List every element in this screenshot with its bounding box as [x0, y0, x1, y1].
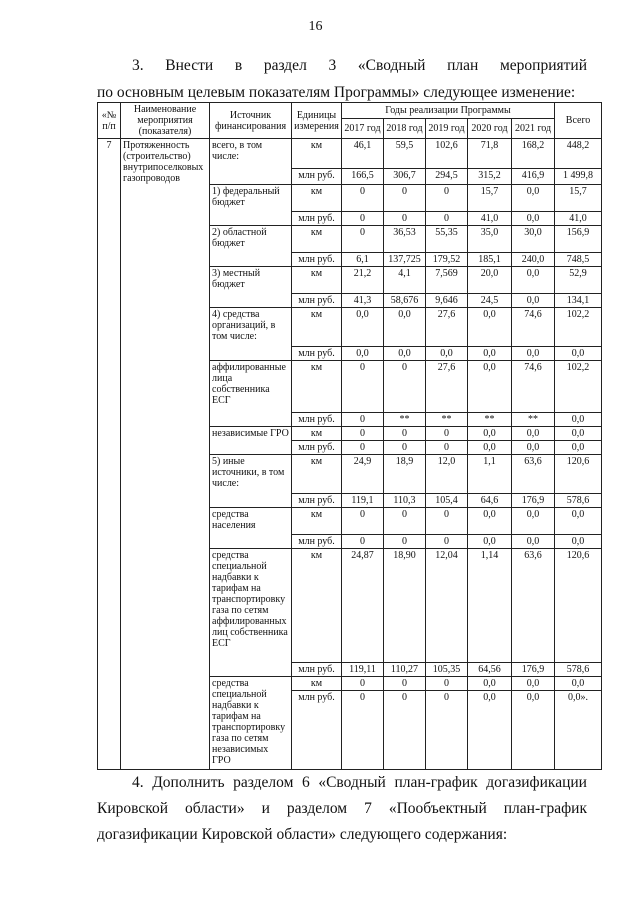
item-number: 7 [98, 139, 121, 770]
value-cell: 1,1 [468, 455, 512, 494]
value-cell: 0,0 [468, 361, 512, 413]
unit-cell: км [292, 677, 342, 691]
word: области» [185, 800, 245, 817]
value-cell: 110,3 [384, 494, 426, 508]
total-cell: 0,0 [555, 427, 602, 441]
value-cell: 315,2 [468, 169, 512, 185]
total-cell: 1 499,8 [555, 169, 602, 185]
total-cell: 15,7 [555, 185, 602, 212]
total-cell: 0,0 [555, 347, 602, 361]
unit-cell: млн руб. [292, 441, 342, 455]
total-cell: 120,6 [555, 549, 602, 663]
total-cell: 0,0». [555, 691, 602, 770]
unit-cell: млн руб. [292, 169, 342, 185]
paragraph-4-line-3: догазификации Кировской области» следующего содержания: [97, 826, 508, 843]
unit-cell: км [292, 427, 342, 441]
value-cell: 0,0 [512, 441, 555, 455]
value-cell: 12,04 [426, 549, 468, 663]
unit-cell: млн руб. [292, 663, 342, 677]
value-cell: 0,0 [512, 677, 555, 691]
word: Дополнить [152, 774, 225, 791]
source-cell: независимые ГРО [210, 427, 292, 455]
unit-cell: млн руб. [292, 494, 342, 508]
value-cell: 185,1 [468, 253, 512, 267]
header-year: 2021 год [512, 119, 555, 139]
value-cell: 0 [384, 691, 426, 770]
value-cell: 63,6 [512, 455, 555, 494]
value-cell: 416,9 [512, 169, 555, 185]
word: 4. [132, 774, 144, 791]
unit-cell: млн руб. [292, 212, 342, 226]
value-cell: 30,0 [512, 226, 555, 253]
source-cell: средства специальной надбавки к тарифам на транспортировку газа по сетям аффилированных лиц собственника ЕСГ [210, 549, 292, 677]
value-cell: 306,7 [384, 169, 426, 185]
value-cell: 0,0 [512, 185, 555, 212]
value-cell: 55,35 [426, 226, 468, 253]
total-cell: 748,5 [555, 253, 602, 267]
word: 3. [132, 57, 144, 74]
value-cell: 0,0 [512, 347, 555, 361]
page-number: 16 [308, 19, 323, 34]
value-cell: 240,0 [512, 253, 555, 267]
total-cell: 448,2 [555, 139, 602, 169]
source-cell: 4) средства организаций, в том числе: [210, 308, 292, 361]
value-cell: 12,0 [426, 455, 468, 494]
value-cell: 0 [342, 226, 384, 253]
value-cell: 0 [342, 185, 384, 212]
word: 6 [302, 774, 310, 791]
word: план-график [394, 774, 478, 791]
unit-cell: км [292, 361, 342, 413]
item-name: Протяженность (строительство) внутрипоселковых газопроводов [121, 139, 210, 770]
source-cell: 3) местный бюджет [210, 267, 292, 308]
value-cell: 9,646 [426, 294, 468, 308]
total-cell: 120,6 [555, 455, 602, 494]
value-cell: 0,0 [468, 427, 512, 441]
total-cell: 578,6 [555, 494, 602, 508]
value-cell: 0,0 [468, 535, 512, 549]
unit-cell: млн руб. [292, 691, 342, 770]
total-cell: 52,9 [555, 267, 602, 294]
header-num: «№ п/п [98, 103, 121, 139]
value-cell: 74,6 [512, 308, 555, 347]
value-cell: 7,569 [426, 267, 468, 294]
source-cell: средства специальной надбавки к тарифам на транспортировку газа по сетям независимых ГРО [210, 677, 292, 770]
value-cell: 1,14 [468, 549, 512, 663]
word: «Сводный [318, 774, 386, 791]
word: разделом [233, 774, 294, 791]
value-cell: 119,1 [342, 494, 384, 508]
header-total: Всего [555, 103, 602, 139]
value-cell: 71,8 [468, 139, 512, 169]
value-cell: 6,1 [342, 253, 384, 267]
table-row [98, 139, 602, 169]
source-cell: всего, в том числе: [210, 139, 292, 185]
header-year: 2017 год [342, 119, 384, 139]
value-cell: 105,35 [426, 663, 468, 677]
value-cell: 176,9 [512, 494, 555, 508]
plan-table [97, 102, 602, 770]
value-cell: 0,0 [512, 212, 555, 226]
word: и [261, 800, 270, 817]
header-year: 2019 год [426, 119, 468, 139]
value-cell: 0 [426, 691, 468, 770]
header-year: 2020 год [468, 119, 512, 139]
paragraph-4-line-1 [97, 770, 587, 796]
value-cell: 0 [342, 361, 384, 413]
value-cell: 41,0 [468, 212, 512, 226]
word: разделом [286, 800, 348, 817]
value-cell: 166,5 [342, 169, 384, 185]
value-cell: 58,676 [384, 294, 426, 308]
value-cell: 41,3 [342, 294, 384, 308]
header-source: Источник финансирования [210, 103, 292, 139]
value-cell: 105,4 [426, 494, 468, 508]
value-cell: 74,6 [512, 361, 555, 413]
plan-table-body [98, 139, 602, 770]
word: Кировской [97, 800, 169, 817]
source-cell: средства населения [210, 508, 292, 549]
value-cell: 0,0 [512, 535, 555, 549]
header-year: 2018 год [384, 119, 426, 139]
value-cell: 24,9 [342, 455, 384, 494]
value-cell: 0 [426, 677, 468, 691]
header-unit: Единицы измерения [292, 103, 342, 139]
value-cell: 0,0 [384, 308, 426, 347]
value-cell: 20,0 [468, 267, 512, 294]
unit-cell: км [292, 226, 342, 253]
value-cell: 176,9 [512, 663, 555, 677]
value-cell: 0 [384, 185, 426, 212]
word: 3 [328, 57, 337, 74]
value-cell: 0 [384, 677, 426, 691]
value-cell: 0,0 [468, 691, 512, 770]
value-cell: 0,0 [468, 508, 512, 535]
value-cell: 0 [384, 508, 426, 535]
value-cell: 0 [426, 508, 468, 535]
value-cell: 0,0 [468, 347, 512, 361]
word: Внести [165, 57, 214, 74]
value-cell: ** [512, 413, 555, 427]
value-cell: 27,6 [426, 308, 468, 347]
source-cell: 2) областной бюджет [210, 226, 292, 267]
paragraph-4-line-2 [97, 796, 587, 822]
value-cell: 0 [342, 508, 384, 535]
value-cell: 0,0 [512, 691, 555, 770]
value-cell: 0,0 [468, 441, 512, 455]
value-cell: 0,0 [512, 508, 555, 535]
unit-cell: км [292, 185, 342, 212]
unit-cell: млн руб. [292, 413, 342, 427]
word: «Сводный [357, 57, 426, 74]
value-cell: 137,725 [384, 253, 426, 267]
value-cell: 21,2 [342, 267, 384, 294]
paragraph-3-line-1 [97, 52, 587, 79]
value-cell: 168,2 [512, 139, 555, 169]
value-cell: 0 [426, 441, 468, 455]
value-cell: 0 [426, 427, 468, 441]
value-cell: 0 [426, 185, 468, 212]
value-cell: 64,56 [468, 663, 512, 677]
total-cell: 102,2 [555, 308, 602, 347]
value-cell: 46,1 [342, 139, 384, 169]
total-cell: 41,0 [555, 212, 602, 226]
source-cell: аффилированные лица собственника ЕСГ [210, 361, 292, 427]
unit-cell: млн руб. [292, 535, 342, 549]
value-cell: 15,7 [468, 185, 512, 212]
total-cell: 0,0 [555, 413, 602, 427]
value-cell: 0,0 [512, 427, 555, 441]
unit-cell: млн руб. [292, 347, 342, 361]
value-cell: 119,11 [342, 663, 384, 677]
value-cell: 36,53 [384, 226, 426, 253]
value-cell: 4,1 [384, 267, 426, 294]
value-cell: 24,87 [342, 549, 384, 663]
value-cell: 110,27 [384, 663, 426, 677]
unit-cell: км [292, 267, 342, 294]
header-years-group: Годы реализации Программы [342, 103, 555, 119]
unit-cell: км [292, 508, 342, 535]
total-cell: 156,9 [555, 226, 602, 253]
paragraph-3 [97, 52, 587, 106]
word: в [234, 57, 243, 74]
value-cell: 59,5 [384, 139, 426, 169]
paragraph-3-line-2: по основным целевым показателям Программы» следующее изменение: [97, 84, 576, 101]
unit-cell: км [292, 139, 342, 169]
total-cell: 134,1 [555, 294, 602, 308]
value-cell: 63,6 [512, 549, 555, 663]
value-cell: 0 [342, 535, 384, 549]
value-cell: 0 [384, 212, 426, 226]
word: «Пообъектный [388, 800, 487, 817]
value-cell: 0,0 [468, 308, 512, 347]
value-cell: 0 [426, 535, 468, 549]
value-cell: 24,5 [468, 294, 512, 308]
value-cell: 0,0 [342, 308, 384, 347]
value-cell: 0 [384, 535, 426, 549]
value-cell: 0 [342, 212, 384, 226]
value-cell: 0,0 [512, 267, 555, 294]
value-cell: 0,0 [512, 294, 555, 308]
value-cell: 0 [384, 361, 426, 413]
word: раздел [263, 57, 307, 74]
value-cell: 18,90 [384, 549, 426, 663]
total-cell: 0,0 [555, 508, 602, 535]
value-cell: 0 [384, 427, 426, 441]
value-cell: 0 [342, 413, 384, 427]
word: догазификации [486, 774, 587, 791]
value-cell: 0 [342, 441, 384, 455]
header-name: Наименование мероприятия (показателя) [121, 103, 210, 139]
total-cell: 0,0 [555, 677, 602, 691]
value-cell: 102,6 [426, 139, 468, 169]
source-cell: 1) федеральный бюджет [210, 185, 292, 226]
value-cell: 0 [342, 427, 384, 441]
value-cell: 0 [426, 212, 468, 226]
unit-cell: км [292, 549, 342, 663]
value-cell: 18,9 [384, 455, 426, 494]
value-cell: 294,5 [426, 169, 468, 185]
value-cell: 0,0 [384, 347, 426, 361]
value-cell: 0 [342, 677, 384, 691]
value-cell: 35,0 [468, 226, 512, 253]
value-cell: 179,52 [426, 253, 468, 267]
total-cell: 102,2 [555, 361, 602, 413]
word: 7 [364, 800, 372, 817]
unit-cell: км [292, 308, 342, 347]
total-cell: 578,6 [555, 663, 602, 677]
unit-cell: млн руб. [292, 294, 342, 308]
paragraph-4 [97, 770, 587, 848]
value-cell: ** [468, 413, 512, 427]
value-cell: 0 [342, 691, 384, 770]
word: мероприятий [499, 57, 587, 74]
value-cell: 0,0 [468, 677, 512, 691]
total-cell: 0,0 [555, 441, 602, 455]
value-cell: 0,0 [426, 347, 468, 361]
value-cell: 0 [384, 441, 426, 455]
word: план-график [503, 800, 587, 817]
value-cell: 64,6 [468, 494, 512, 508]
total-cell: 0,0 [555, 535, 602, 549]
unit-cell: млн руб. [292, 253, 342, 267]
value-cell: ** [384, 413, 426, 427]
value-cell: 0,0 [342, 347, 384, 361]
source-cell: 5) иные источники, в том числе: [210, 455, 292, 508]
value-cell: 27,6 [426, 361, 468, 413]
unit-cell: км [292, 455, 342, 494]
value-cell: ** [426, 413, 468, 427]
word: план [447, 57, 479, 74]
